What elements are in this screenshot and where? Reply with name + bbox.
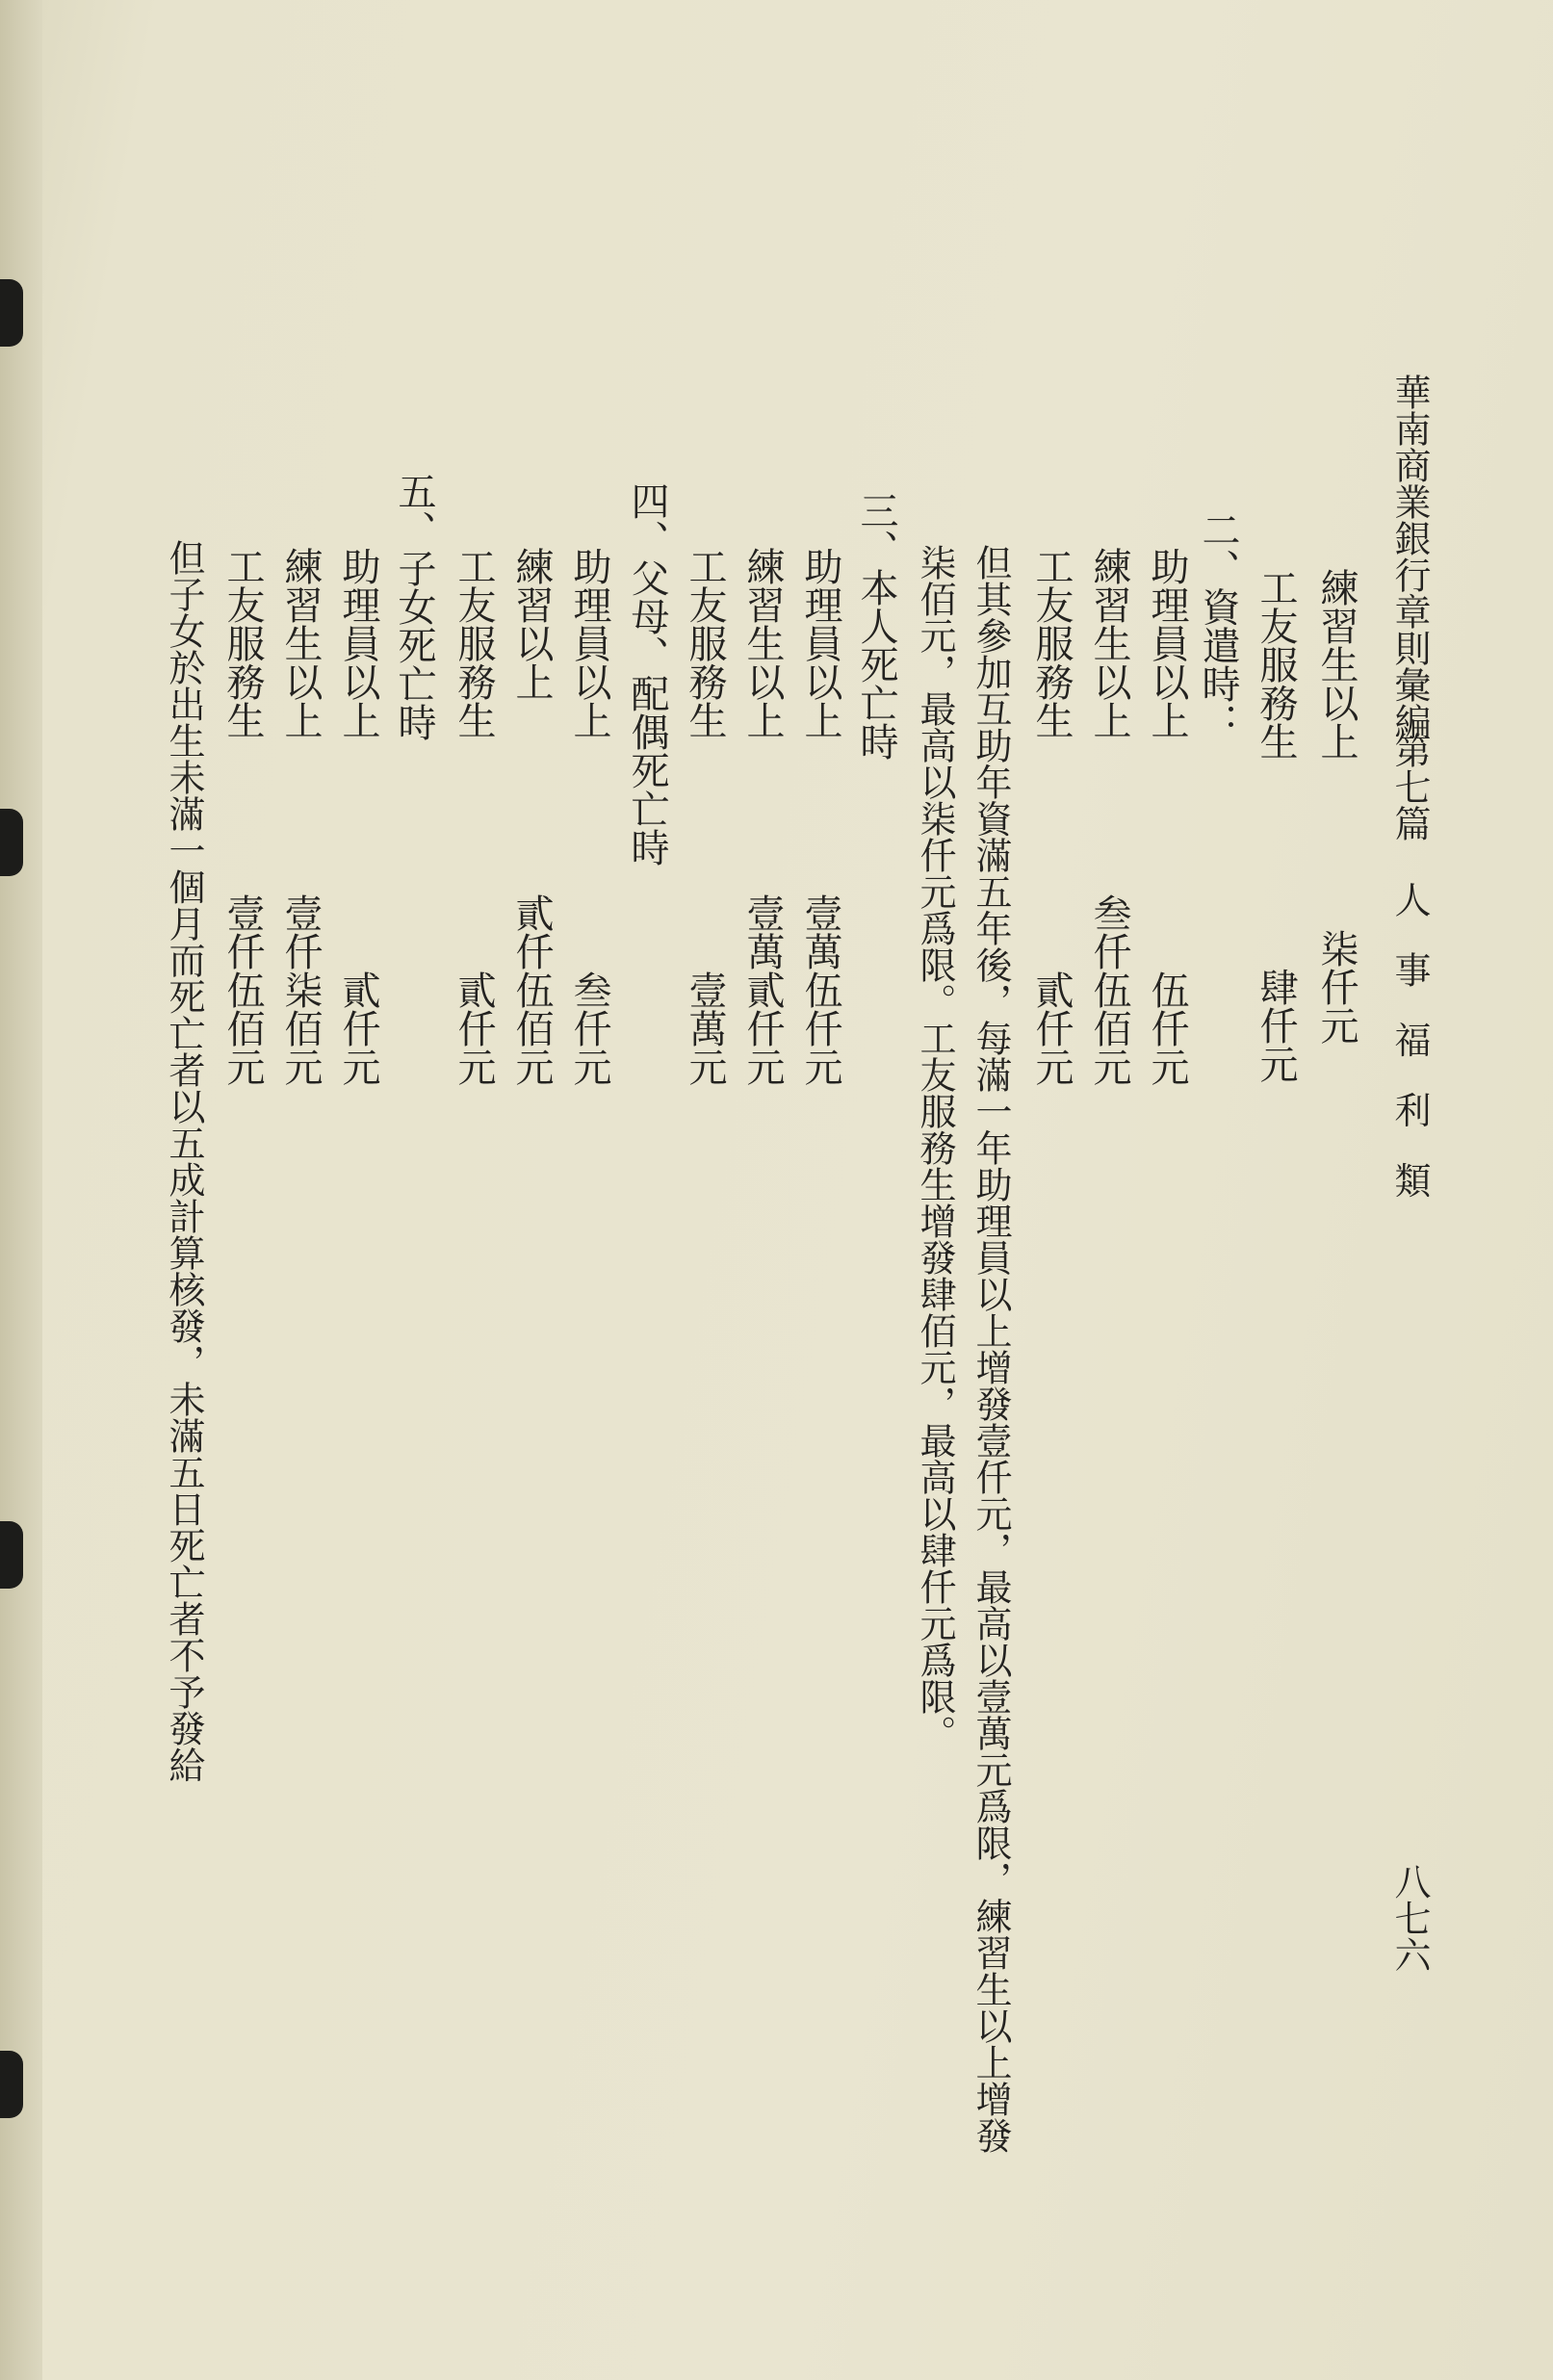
row-amount: 叁仟伍佰元 [1087, 893, 1131, 1086]
binding-hole [0, 279, 23, 347]
row-label: 練習生以上 [278, 547, 323, 739]
row-amount: 貳仟元 [1029, 970, 1074, 1086]
row-amount: 壹仟柒佰元 [278, 893, 323, 1086]
row-amount: 貳仟伍佰元 [509, 893, 554, 1086]
row-label: 練習以上 [509, 547, 554, 701]
row-label: 練習生以上 [740, 547, 785, 739]
chapter-label: 第七篇 [1388, 732, 1431, 841]
row-amount: 壹萬貳仟元 [740, 893, 785, 1086]
row-label: 工友服務生 [1029, 547, 1074, 739]
item-label: 練習生以上 [1314, 568, 1359, 761]
section-heading: 三、本人死亡時 [854, 491, 898, 761]
row-label: 工友服務生 [683, 547, 727, 739]
section-note: 但其參加互助年資滿五年後，每滿一年助理員以上增發壹仟元，最高以壹萬元爲限，練習生以上增發 [970, 544, 1012, 2154]
binding-hole [0, 2051, 23, 2118]
item-amount: 柒仟元 [1314, 929, 1359, 1045]
row-label: 練習生以上 [1087, 547, 1131, 739]
row-label: 助理員以上 [336, 547, 380, 739]
page-number: 八七六 [1388, 1863, 1431, 1973]
section-heading: 四、父母、配偶死亡時 [625, 481, 669, 867]
book-title: 華南商業銀行章則彙編 [1388, 374, 1431, 739]
section-heading: 二、資遣時： [1196, 510, 1240, 741]
row-amount: 貳仟元 [336, 970, 380, 1086]
row-amount: 叁仟元 [567, 970, 611, 1086]
row-amount: 伍仟元 [1145, 970, 1189, 1086]
row-amount: 壹仟伍佰元 [220, 893, 265, 1086]
row-label: 工友服務生 [452, 547, 496, 739]
row-label: 助理員以上 [798, 547, 842, 739]
binding-edge [0, 0, 42, 2380]
binding-hole [0, 1521, 23, 1589]
row-label: 助理員以上 [1145, 547, 1189, 739]
section-heading: 五、子女死亡時 [392, 472, 436, 741]
section-note: 柒佰元，最高以柒仟元爲限。工友服務生增發肆佰元，最高以肆仟元爲限。 [914, 544, 956, 1751]
row-amount: 貳仟元 [452, 970, 496, 1086]
item-label: 工友服務生 [1254, 568, 1298, 761]
section-note: 但子女於出生未滿一個月而死亡者以五成計算核發，未滿五日死亡者不予發給 [163, 539, 205, 1783]
item-amount: 肆仟元 [1254, 968, 1298, 1083]
row-amount: 壹萬伍仟元 [798, 893, 842, 1086]
row-label: 工友服務生 [220, 547, 265, 739]
row-label: 助理員以上 [567, 547, 611, 739]
category-label: 人 事 福 利 類 [1388, 881, 1431, 1209]
binding-hole [0, 809, 23, 876]
row-amount: 壹萬元 [683, 970, 727, 1086]
